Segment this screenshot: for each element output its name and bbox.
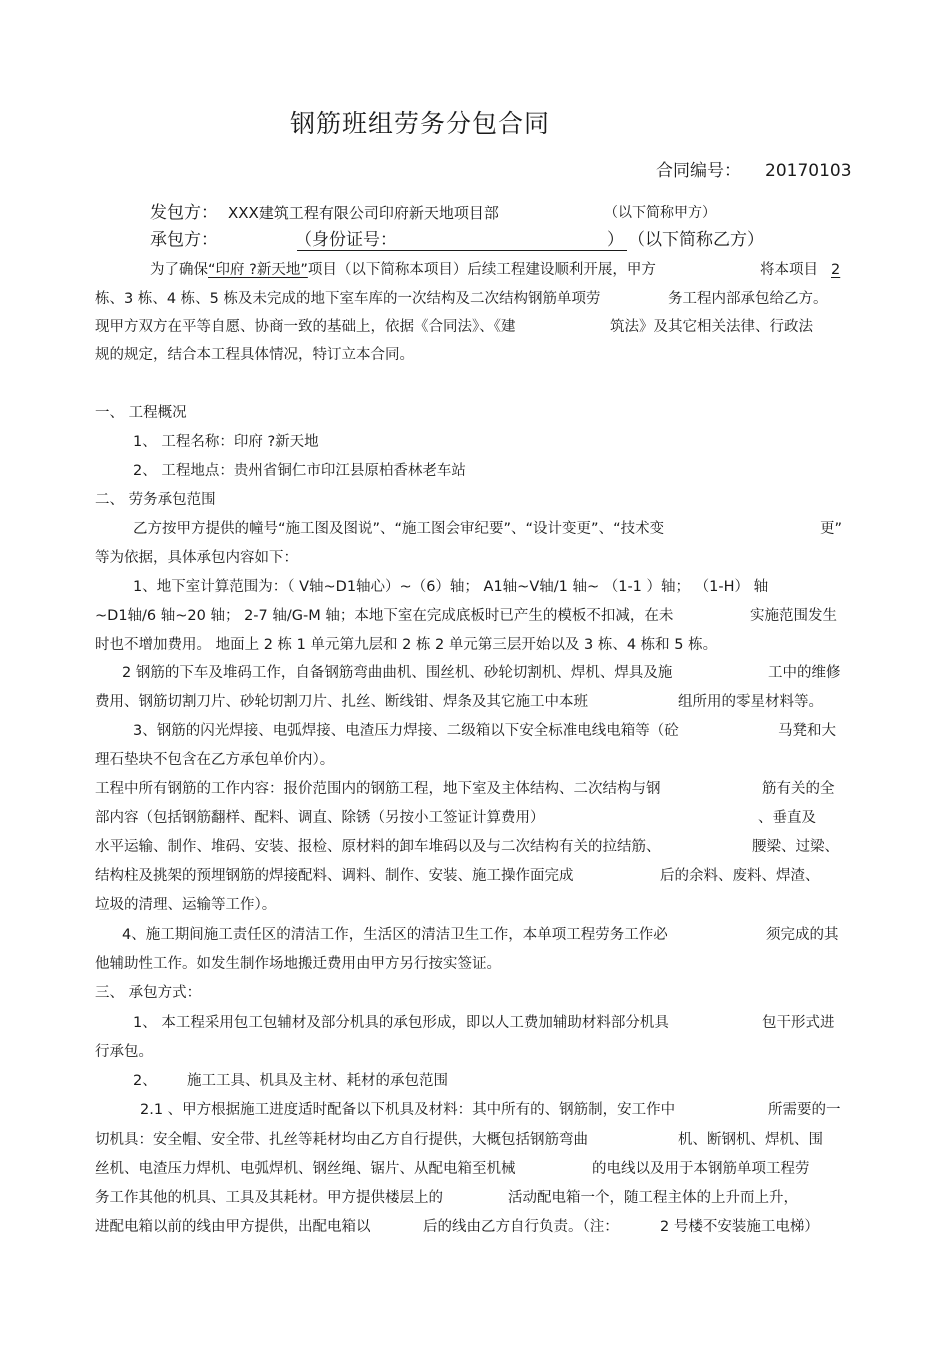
scope-item-4: 须完成的其 bbox=[766, 927, 839, 943]
preamble-line bbox=[150, 260, 656, 280]
project-name-item: 1、 工程名称：印府 ?新天地 bbox=[133, 434, 319, 450]
contract-number-value: 20170103 bbox=[765, 161, 852, 181]
scope-item-1: ~D1轴/6 轴~20 轴； 2-7 轴/G-M 轴；本地下室在完成底板时已产生的模板不扣减，在未 bbox=[95, 608, 674, 624]
scope-intro: 乙方按甲方提供的幢号“施工图及图说”、“施工图会审纪要”、“设计变更”、“技术变 bbox=[133, 521, 665, 537]
contractor-label: 承包方： bbox=[150, 230, 218, 250]
scope-item-3: 3、钢筋的闪光焊接、电弧焊接、电渣压力焊接、二级箱以下安全标准电线电箱等（砼 bbox=[133, 723, 679, 739]
work-content: 工程中所有钢筋的工作内容：报价范围内的钢筋工程，地下室及主体结构、二次结构与钢 bbox=[95, 781, 661, 797]
scope-item-2: 组所用的零星材料等。 bbox=[678, 694, 823, 710]
document-title: 钢筋班组劳务分包合同 bbox=[290, 109, 551, 138]
preamble-text: 将本项目 bbox=[760, 262, 818, 278]
tools-clause: 进配电箱以前的线由甲方提供，出配电箱以 bbox=[95, 1219, 371, 1235]
tools-clause: 活动配电箱一个，随工程主体的上升而上升， bbox=[508, 1190, 798, 1206]
tools-clause: 丝机、电渣压力焊机、电弧焊机、钢丝绳、锯片、从配电箱至机械 bbox=[95, 1161, 516, 1177]
work-content: 、垂直及 bbox=[758, 810, 816, 826]
scope-item-3: 马凳和大 bbox=[778, 723, 836, 739]
tools-clause: 务工作其他的机具、工具及其耗材。甲方提供楼层上的 bbox=[95, 1190, 443, 1206]
work-content: 腰梁、过梁、 bbox=[752, 839, 839, 855]
work-content: 筋有关的全 bbox=[762, 781, 835, 797]
scope-intro: 等为依据，具体承包内容如下： bbox=[95, 550, 298, 566]
tools-clause: 后的线由乙方自行负责。（注： bbox=[423, 1219, 619, 1235]
id-number-underline bbox=[297, 250, 627, 251]
preamble-text: 项目（以下简称本项目）后续工程建设顺利开展，甲方 bbox=[307, 262, 656, 278]
scope-item-4: 4、施工期间施工责任区的清洁工作，生活区的清洁卫生工作，本单项工程劳务工作必 bbox=[122, 927, 668, 943]
preamble-text: 务工程内部承包给乙方。 bbox=[668, 291, 828, 307]
employer-alias: （以下简称甲方） bbox=[604, 205, 716, 221]
preamble-text: 规的规定，结合本工程具体情况，特订立本合同。 bbox=[95, 347, 414, 363]
contract-number-label: 合同编号： bbox=[656, 161, 741, 181]
building-number-underlined: 2 bbox=[831, 262, 841, 278]
contractor-alias: （以下简称乙方） bbox=[628, 230, 764, 250]
scope-item-3: 理石垫块不包含在乙方承包单价内）。 bbox=[95, 752, 335, 768]
contract-mode-item-1: 1、 本工程采用包工包辅材及部分机具的承包形成，即以人工费加辅助材料部分机具 bbox=[133, 1015, 669, 1031]
contract-mode-item-1: 包干形式进 bbox=[762, 1015, 835, 1031]
work-content: 结构柱及挑架的预埋钢筋的焊接配料、调料、制作、安装、施工操作面完成 bbox=[95, 868, 574, 884]
contractor-id-open: （身份证号： bbox=[295, 230, 397, 250]
contractor-id-close: ） bbox=[607, 230, 624, 250]
employer-label: 发包方： bbox=[150, 203, 218, 223]
scope-item-4: 他辅助性工作。如发生制作场地搬迁费用由甲方另行按实签证。 bbox=[95, 956, 501, 972]
project-location-item: 2、 工程地点：贵州省铜仁市印江县原柏香林老车站 bbox=[133, 463, 466, 479]
scope-item-2: 2 钢筋的下车及堆码工作，自备钢筋弯曲曲机、围丝机、砂轮切割机、焊机、焊具及施 bbox=[122, 665, 673, 681]
preamble-text: 为了确保 bbox=[150, 262, 208, 278]
project-name-underlined: “印府 ?新天地” bbox=[208, 262, 308, 278]
contract-mode-item-1: 行承包。 bbox=[95, 1044, 153, 1060]
preamble-text: 栋、3 栋、4 栋、5 栋及未完成的地下室车库的一次结构及二次结构钢筋单项劳 bbox=[95, 291, 601, 307]
tools-clause: 切机具：安全帽、安全带、扎丝等耗材均由乙方自行提供，大概包括钢筋弯曲 bbox=[95, 1132, 588, 1148]
tools-clause: 所需要的一 bbox=[768, 1102, 841, 1118]
tools-clause: 2 号楼不安装施工电梯） bbox=[660, 1219, 819, 1235]
section-heading: 二、 劳务承包范围 bbox=[95, 492, 216, 508]
contract-mode-item-2-text: 施工工具、机具及主材、耗材的承包范围 bbox=[187, 1073, 448, 1089]
tools-clause: 2.1 、甲方根据施工进度适时配备以下机具及材料：其中所有的、钢筋制，安工作中 bbox=[140, 1102, 676, 1118]
work-content: 垃圾的清理、运输等工作）。 bbox=[95, 897, 277, 913]
section-heading: 三、 承包方式： bbox=[95, 985, 202, 1001]
preamble-text: 现甲方双方在平等自愿、协商一致的基础上，依据《合同法》、《建 bbox=[95, 319, 516, 335]
section-heading: 一、 工程概况 bbox=[95, 405, 187, 421]
work-content: 后的余料、废料、焊渣、 bbox=[660, 868, 820, 884]
scope-item-2: 费用、钢筋切割刀片、砂轮切割刀片、扎丝、断线钳、焊条及其它施工中本班 bbox=[95, 694, 588, 710]
scope-intro: 更” bbox=[820, 521, 843, 537]
tools-clause: 机、断钢机、焊机、围 bbox=[678, 1132, 823, 1148]
contract-mode-item-2-number: 2、 bbox=[133, 1073, 157, 1089]
work-content: 部内容（包括钢筋翻样、配料、调直、除锈（另按小工签证计算费用） bbox=[95, 810, 545, 826]
scope-item-1: 时也不增加费用。 地面上 2 栋 1 单元第九层和 2 栋 2 单元第三层开始以及 3 栋、4 栋和 5 栋。 bbox=[95, 637, 718, 653]
tools-clause: 的电线以及用于本钢筋单项工程劳 bbox=[592, 1161, 810, 1177]
scope-item-1: 实施范围发生 bbox=[750, 608, 837, 624]
work-content: 水平运输、制作、堆码、安装、报检、原材料的卸车堆码以及与二次结构有关的拉结筋、 bbox=[95, 839, 661, 855]
employer-name: XXX建筑工程有限公司印府新天地项目部 bbox=[228, 204, 499, 222]
preamble-text: 筑法》及其它相关法律、行政法 bbox=[610, 319, 813, 335]
scope-item-1: 1、地下室计算范围为：（ V轴~D1轴心）~（6）轴； A1轴~V轴/1 轴~ （1-1 ）轴； （1-H） 轴 bbox=[133, 579, 769, 595]
scope-item-2: 工中的维修 bbox=[768, 665, 841, 681]
